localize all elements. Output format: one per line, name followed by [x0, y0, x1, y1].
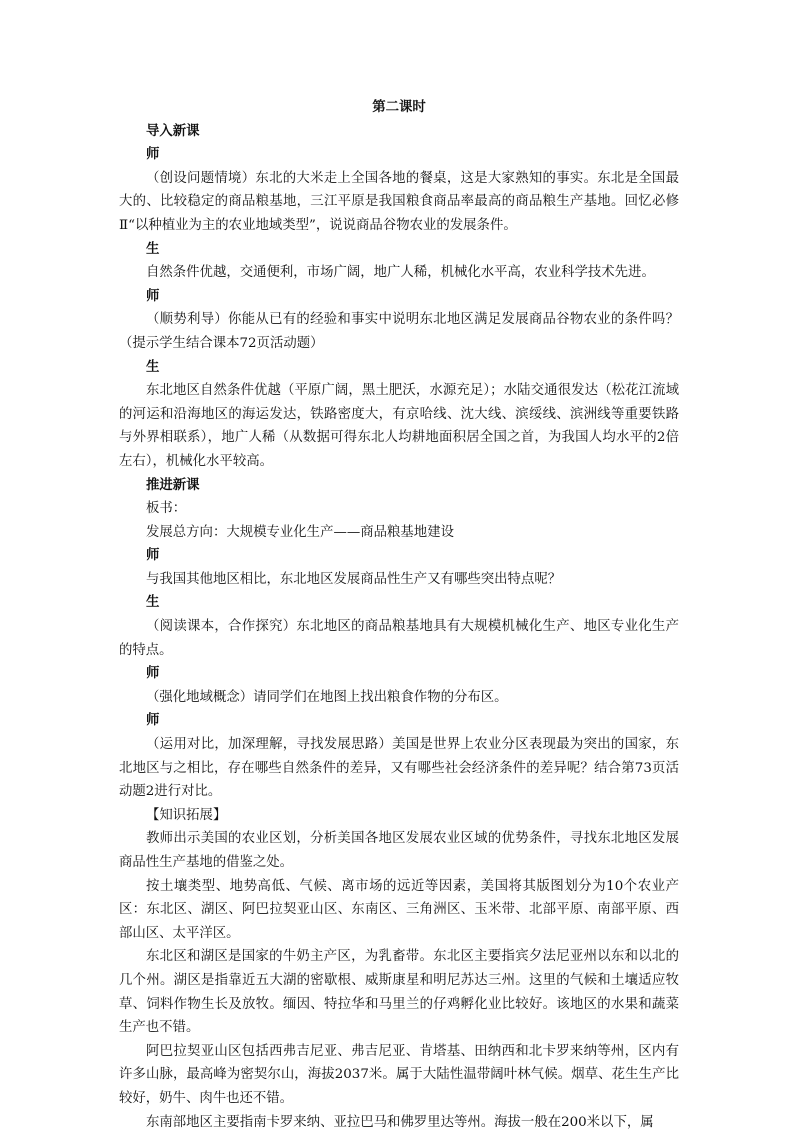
paragraph: 自然条件优越，交通便利，市场广阔，地广人稀，机械化水平高，农业科学技术先进。	[146, 265, 655, 281]
document-page	[119, 96, 679, 1134]
section-heading: 师	[146, 547, 160, 564]
document-body	[119, 120, 679, 1134]
paragraph: （强化地域概念）请同学们在地图上找出粮食作物的分布区。	[146, 689, 508, 705]
paragraph: 教师出示美国的农业区划，分析美国各地区发展农业区域的优势条件，寻找东北地区发展商品性生产基地的借鉴之处。	[119, 831, 679, 870]
paragraph: 发展总方向：大规模专业化生产——商品粮基地建设	[146, 524, 454, 540]
section-heading: 生	[146, 240, 160, 257]
section-heading: 师	[146, 287, 160, 304]
paragraph: 东北区和湖区是国家的牛奶主产区，为乳畜带。东北区主要指宾夕法尼亚州以东和以北的几个州。湖区是指靠近五大湖的密歇根、威斯康星和明尼苏达三州。这里的气候和土壤适应牧草、饲料作物生长及放牧。缅因、特拉华和马里兰的仔鸡孵化业比较好。该地区的水果和蔬菜生产也不错。	[119, 949, 679, 1036]
paragraph: 按土壤类型、地势高低、气候、离市场的远近等因素，美国将其版图划分为10个农业产区：东北区、湖区、阿巴拉契亚山区、东南区、三角洲区、玉米带、北部平原、南部平原、西部山区、太平洋区。	[119, 878, 679, 941]
paragraph: （创设问题情境）东北的大米走上全国各地的餐桌，这是大家熟知的事实。东北是全国最大的、比较稳定的商品粮基地，三江平原是我国粮食商品率最高的商品粮生产基地。回忆必修Ⅱ“以种植业为主的农业地域类型”，说说商品谷物农业的发展条件。	[119, 170, 679, 233]
section-heading: 师	[146, 712, 160, 729]
paragraph: （阅读课本，合作探究）东北地区的商品粮基地具有大规模机械化生产、地区专业化生产的特点。	[119, 619, 679, 658]
paragraph: 板书：	[146, 501, 187, 517]
section-heading: 生	[146, 594, 160, 611]
section-heading: 推进新课	[146, 476, 200, 493]
page-title: 第二课时	[372, 99, 426, 115]
section-heading: 生	[146, 358, 160, 375]
paragraph: 【知识拓展】	[146, 807, 227, 823]
paragraph: 阿巴拉契亚山区包括西弗吉尼亚、弗吉尼亚、肯塔基、田纳西和北卡罗来纳等州，区内有许多山脉，最高峰为密契尔山，海拔2037米。属于大陆性温带阔叶林气候。烟草、花生生产比较好，奶牛、肉牛也还不错。	[119, 1043, 679, 1106]
section-heading: 师	[146, 146, 160, 163]
section-heading: 导入新课	[146, 122, 200, 139]
paragraph: 东南部地区主要指南卡罗来纳、亚拉巴马和佛罗里达等州。海拔一般在200米以下，属	[146, 1114, 654, 1130]
paragraph: （顺势利导）你能从已有的经验和事实中说明东北地区满足发展商品谷物农业的条件吗？（提示学生结合课本72页活动题）	[119, 312, 679, 351]
section-heading: 师	[146, 665, 160, 682]
paragraph: （运用对比，加深理解，寻找发展思路）美国是世界上农业分区表现最为突出的国家，东北地区与之相比，存在哪些自然条件的差异，又有哪些社会经济条件的差异呢？结合第73页活动题2进行对比。	[119, 737, 679, 800]
paragraph: 与我国其他地区相比，东北地区发展商品性生产又有哪些突出特点呢？	[146, 571, 562, 587]
paragraph: 东北地区自然条件优越（平原广阔，黑土肥沃，水源充足）；水陆交通很发达（松花江流域的河运和沿海地区的海运发达，铁路密度大，有京哈线、沈大线、滨绥线、滨洲线等重要铁路与外界相联系），地广人稀（从数据可得东北人均耕地面积居全国之首，为我国人均水平的2倍左右），机械化水平较高。	[119, 383, 679, 469]
